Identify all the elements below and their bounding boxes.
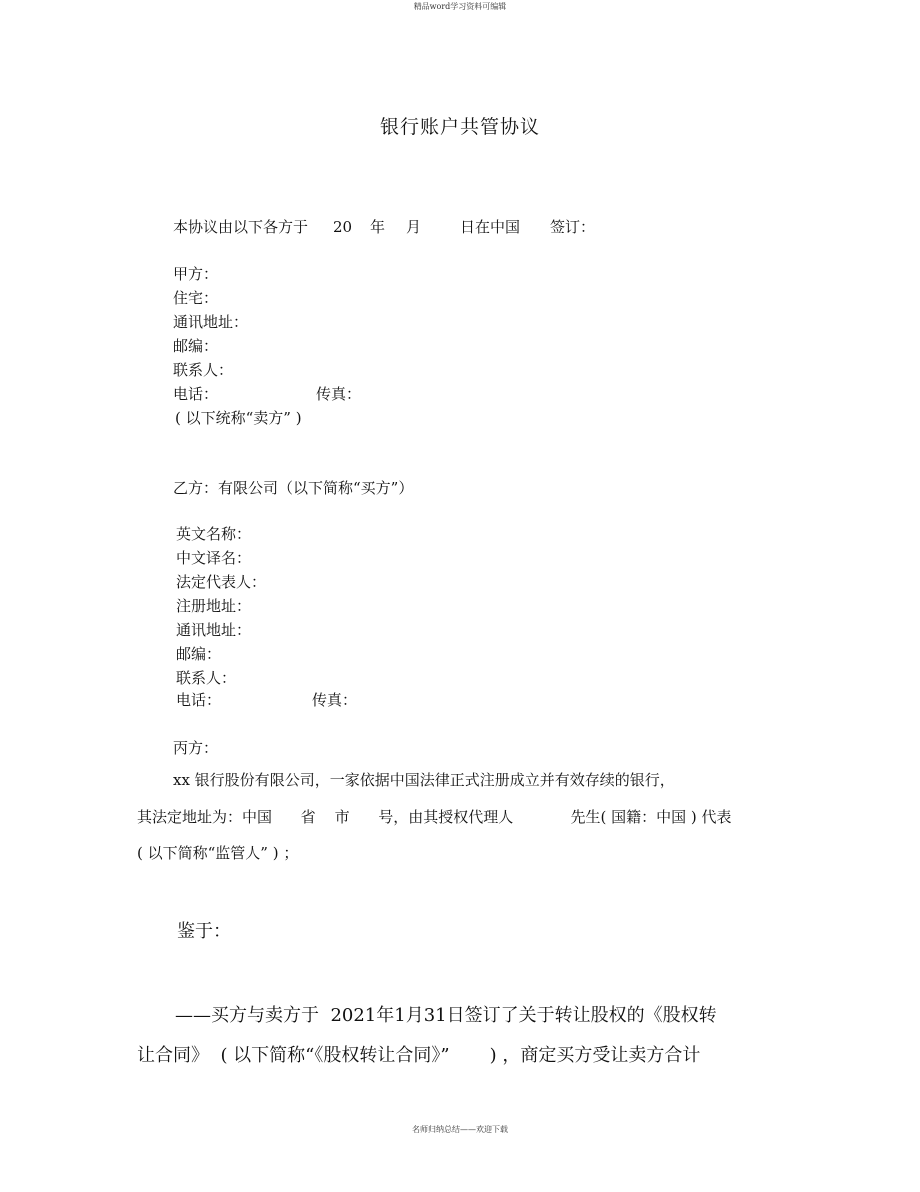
party-a-label: 甲方： xyxy=(173,265,219,283)
party-a-contact: 联系人： xyxy=(173,361,234,379)
party-c-line2: 其法定地址为：中国 省 市 号，由其授权代理人 先生( 国籍：中国 ) 代表 xyxy=(137,808,732,826)
party-b-contact: 联系人： xyxy=(176,669,237,687)
intro-year: 20 xyxy=(333,218,353,236)
whereas-line1: ——买方与卖方于 2021年1月31日签订了关于转让股权的《股权转 xyxy=(175,1005,717,1026)
party-b-address: 通讯地址： xyxy=(176,621,252,639)
party-a-address: 通讯地址： xyxy=(173,313,249,331)
intro-signed: 签订： xyxy=(550,218,596,236)
party-c-line3: ( 以下简称“监管人” ) ； xyxy=(137,844,299,862)
party-b-legal-rep: 法定代表人： xyxy=(176,573,267,591)
party-c-line1: xx 银行股份有限公司，一家依据中国法律正式注册成立并有效存续的银行， xyxy=(173,771,675,789)
party-c-label: 丙方： xyxy=(173,739,219,757)
whereas-label: 鉴于： xyxy=(177,921,231,942)
intro-day-place: 日在中国 xyxy=(460,218,521,236)
party-b-label: 乙方：有限公司（以下简称“买方”） xyxy=(173,479,414,497)
party-b-fax: 传真： xyxy=(312,691,358,709)
party-b-chinese-name: 中文译名： xyxy=(176,549,252,567)
party-b-postcode: 邮编： xyxy=(176,645,222,663)
party-a-phone: 电话： xyxy=(173,385,219,403)
party-b-english-name: 英文名称： xyxy=(176,525,252,543)
party-a-alias: ( 以下统称“卖方” ) xyxy=(175,409,302,427)
document-title: 银行账户共管协议 xyxy=(379,116,540,138)
party-a-postcode: 邮编： xyxy=(173,337,219,355)
party-b-reg-address: 注册地址： xyxy=(176,597,252,615)
party-b-phone: 电话： xyxy=(176,691,222,709)
whereas-line2: 让合同》 ( 以下简称“《股权转让合同》” ) ，商定买方受让卖方合计 xyxy=(137,1045,701,1066)
party-a-fax: 传真： xyxy=(316,385,362,403)
party-a-residence: 住宅： xyxy=(173,289,219,307)
page-header: 精品word学习资料可编辑 xyxy=(413,2,507,11)
intro-prefix: 本协议由以下各方于 xyxy=(173,218,309,236)
intro-year-unit: 年 xyxy=(370,218,386,236)
intro-month-unit: 月 xyxy=(406,218,422,236)
page-footer: 名师归纳总结——欢迎下载 xyxy=(412,1125,508,1134)
